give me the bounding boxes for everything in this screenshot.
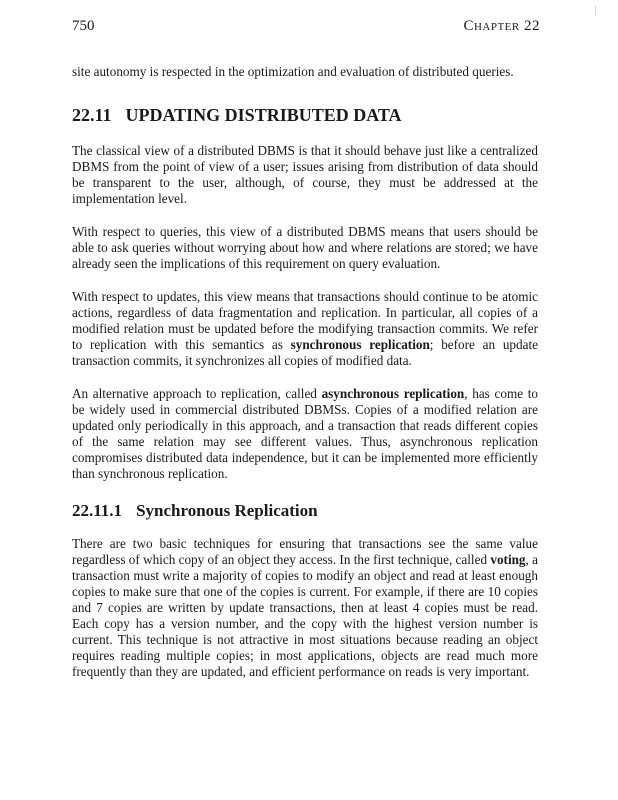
paragraph-updates-text-a: With respect to updates, this view means that transactions should continue to be atomic actions, regardless of data fragmentation and replication. In particular, all copies of a modified relation must be updated before the modifying transaction commits. We refer to replication with this semantics as: [72, 289, 538, 352]
section-title: UPDATING DISTRIBUTED DATA: [125, 105, 402, 125]
paragraph-updates: [72, 289, 538, 369]
subsection-title: Synchronous Replication: [136, 501, 318, 520]
paragraph-voting-text-b: , a transaction must write a majority of copies to modify an object and read at least enough copies to make sure that one of the copies is current. For example, if there are 10 copies and 7 copies are written by update transactions, then at least 4 copies must be read. Each copy has a version number, and the copy with the highest version number is current. This technique is not attractive in most situations because reading an object requires reading multiple copies; in most applications, objects are read much more frequently than they are updated, and efficient performance on reads is very important.: [72, 552, 538, 679]
term-synchronous-replication: synchronous replication: [290, 337, 430, 352]
running-header: [72, 18, 540, 40]
chapter-label: Chapter 22: [463, 18, 540, 34]
intro-paragraph: site autonomy is respected in the optimization and evaluation of distributed queries.: [72, 64, 514, 79]
paragraph-async: [72, 386, 538, 482]
paragraph-async-text-a: An alternative approach to replication, called: [72, 386, 322, 401]
subsection-heading: [72, 500, 538, 521]
paragraph-async-text-b: , has come to be widely used in commercial distributed DBMSs. Copies of a modified relation are updated only periodically in this approach, and a transaction that reads different copies of the same relation may see different values. Thus, asynchronous replication compromises distributed data independence, but it can be implemented more efficiently than synchronous replication.: [72, 386, 538, 481]
paragraph-queries: With respect to queries, this view of a distributed DBMS means that users should be able to ask queries without worrying about how and where relations are stored; we have already seen the implications of this requirement on query evaluation.: [72, 224, 538, 271]
term-voting: voting: [490, 552, 526, 567]
paragraph-voting-text-a: There are two basic techniques for ensuring that transactions see the same value regardless of which copy of an object they access. In the first technique, called: [72, 536, 538, 567]
page-number: 750: [72, 18, 95, 34]
section-heading: [72, 104, 538, 126]
subsection-number: 22.11.1: [72, 501, 123, 520]
scan-artifact: [595, 6, 596, 16]
page-body: [72, 64, 538, 697]
paragraph-updates-text-b: ; before an update transaction commits, it synchronizes all copies of modified data.: [72, 337, 538, 368]
section-number: 22.11: [72, 105, 112, 125]
term-asynchronous-replication: asynchronous replication: [321, 386, 465, 401]
paragraph-classical-view: The classical view of a distributed DBMS is that it should behave just like a centralized DBMS from the point of view of a user; issues arising from distribution of data should be transparent to the user, although, of course, they must be addressed at the implementation level.: [72, 143, 538, 206]
paragraph-voting: [72, 536, 538, 680]
